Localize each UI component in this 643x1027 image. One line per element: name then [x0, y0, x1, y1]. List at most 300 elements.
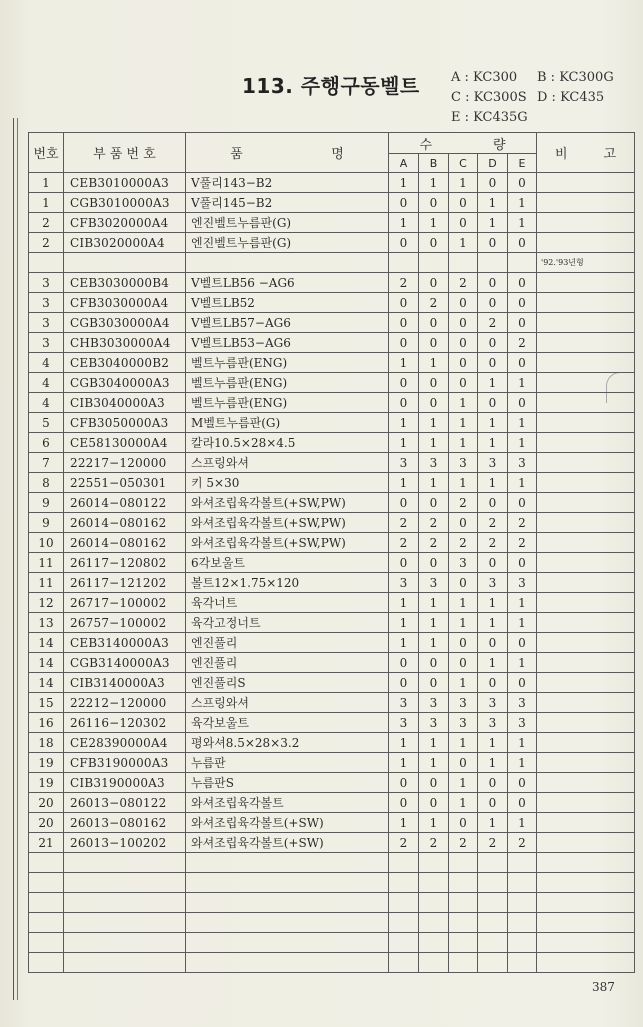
row-part-name: 엔진풀리: [186, 653, 389, 673]
row-qty-c: 1: [449, 733, 478, 753]
row-remark: [537, 173, 635, 193]
row-qty-a: 0: [389, 313, 419, 333]
row-qty-b: 3: [419, 693, 449, 713]
row-qty-d: 1: [478, 753, 508, 773]
row-qty-d: 0: [478, 353, 508, 373]
binding-line-inner: [17, 118, 18, 1000]
row-part-number: 26014−080122: [64, 493, 186, 513]
row-item-number: 15: [29, 693, 64, 713]
row-part-name: 엔진벨트누름판(G): [186, 233, 389, 253]
table-row: [29, 913, 635, 933]
row-qty-b: 1: [419, 473, 449, 493]
header-remark-left: 비: [554, 147, 568, 162]
row-remark: [537, 753, 635, 773]
row-qty-b: 0: [419, 793, 449, 813]
row-part-name: 육각고정너트: [186, 613, 389, 633]
row-remark: [537, 773, 635, 793]
row-part-name: V풀리143−B2: [186, 173, 389, 193]
row-qty-e: 1: [508, 733, 537, 753]
row-qty-b: 2: [419, 293, 449, 313]
row-qty-e: 0: [508, 393, 537, 413]
table-row: [29, 853, 635, 873]
row-item-number: [29, 933, 64, 953]
header-qty-left: 수: [419, 137, 433, 153]
row-qty-a: 3: [389, 453, 419, 473]
header-remark: [537, 133, 635, 173]
row-qty-e: 0: [508, 233, 537, 253]
row-qty-a: 1: [389, 433, 419, 453]
row-part-name: [186, 953, 389, 973]
row-qty-b: 0: [419, 493, 449, 513]
row-remark: [537, 233, 635, 253]
row-qty-a: [389, 873, 419, 893]
row-qty-a: 1: [389, 413, 419, 433]
row-item-number: 19: [29, 773, 64, 793]
row-qty-b: [419, 953, 449, 973]
row-item-number: 1: [29, 193, 64, 213]
row-item-number: 4: [29, 393, 64, 413]
row-qty-e: 1: [508, 473, 537, 493]
row-qty-c: 1: [449, 793, 478, 813]
row-item-number: 3: [29, 313, 64, 333]
row-qty-b: 0: [419, 313, 449, 333]
row-part-name: 평와셔8.5×28×3.2: [186, 733, 389, 753]
row-remark: [537, 333, 635, 353]
row-qty-c: 0: [449, 333, 478, 353]
row-qty-c: 0: [449, 193, 478, 213]
row-qty-a: 0: [389, 653, 419, 673]
row-part-name: 엔진풀리S: [186, 673, 389, 693]
row-qty-b: [419, 913, 449, 933]
row-qty-b: 1: [419, 353, 449, 373]
table-row: [29, 273, 635, 293]
row-qty-b: 1: [419, 173, 449, 193]
row-qty-e: 1: [508, 193, 537, 213]
row-qty-d: 1: [478, 193, 508, 213]
row-qty-c: 2: [449, 273, 478, 293]
row-qty-e: 0: [508, 353, 537, 373]
row-part-name: 육각너트: [186, 593, 389, 613]
row-qty-b: [419, 893, 449, 913]
header-qty-e: E: [508, 154, 537, 173]
row-qty-c: 2: [449, 533, 478, 553]
row-part-number: CFB3050000A3: [64, 413, 186, 433]
row-part-number: CE28390000A4: [64, 733, 186, 753]
row-qty-d: 1: [478, 593, 508, 613]
row-qty-e: 1: [508, 433, 537, 453]
table-row: [29, 313, 635, 333]
row-item-number: 13: [29, 613, 64, 633]
row-item-number: 20: [29, 793, 64, 813]
row-qty-c: 0: [449, 753, 478, 773]
row-part-number: [64, 953, 186, 973]
row-remark: [537, 713, 635, 733]
row-qty-c: 0: [449, 293, 478, 313]
row-qty-d: 0: [478, 273, 508, 293]
table-row: [29, 473, 635, 493]
row-qty-e: 1: [508, 593, 537, 613]
row-item-number: 14: [29, 633, 64, 653]
table-row: [29, 393, 635, 413]
table-row: [29, 933, 635, 953]
table-row: [29, 673, 635, 693]
row-qty-c: 2: [449, 833, 478, 853]
row-remark: [537, 473, 635, 493]
row-qty-c: 3: [449, 453, 478, 473]
row-remark: [537, 573, 635, 593]
row-item-number: 8: [29, 473, 64, 493]
row-part-name: V벨트LB53−AG6: [186, 333, 389, 353]
row-qty-c: [449, 953, 478, 973]
row-part-name: 스프링와셔: [186, 453, 389, 473]
row-qty-b: 2: [419, 833, 449, 853]
table-row: [29, 353, 635, 373]
parts-table: [28, 132, 635, 973]
row-qty-e: 0: [508, 673, 537, 693]
row-part-number: [64, 913, 186, 933]
row-qty-b: 1: [419, 593, 449, 613]
row-qty-a: [389, 953, 419, 973]
row-item-number: 4: [29, 353, 64, 373]
row-remark: [537, 453, 635, 473]
row-qty-d: 2: [478, 833, 508, 853]
row-part-number: CIB3040000A3: [64, 393, 186, 413]
row-qty-a: 0: [389, 293, 419, 313]
table-row: [29, 873, 635, 893]
row-qty-d: 1: [478, 473, 508, 493]
table-row: [29, 773, 635, 793]
row-qty-a: 1: [389, 353, 419, 373]
row-item-number: 7: [29, 453, 64, 473]
row-part-number: 26757−100002: [64, 613, 186, 633]
row-part-number: [64, 853, 186, 873]
row-qty-b: 0: [419, 373, 449, 393]
row-remark: [537, 313, 635, 333]
header-qty-c: C: [449, 154, 478, 173]
row-qty-a: 3: [389, 573, 419, 593]
row-qty-d: 0: [478, 233, 508, 253]
row-qty-c: [449, 853, 478, 873]
row-qty-a: 1: [389, 173, 419, 193]
table-row: [29, 953, 635, 973]
row-item-number: 16: [29, 713, 64, 733]
header-quantity: [389, 133, 537, 154]
row-qty-a: 0: [389, 333, 419, 353]
row-qty-a: 0: [389, 773, 419, 793]
row-qty-c: 0: [449, 573, 478, 593]
row-qty-d: 2: [478, 513, 508, 533]
row-item-number: 11: [29, 553, 64, 573]
row-qty-e: 0: [508, 493, 537, 513]
row-qty-d: 2: [478, 533, 508, 553]
row-qty-a: 2: [389, 513, 419, 533]
row-qty-d: 2: [478, 313, 508, 333]
row-part-number: 22551−050301: [64, 473, 186, 493]
row-qty-d: 3: [478, 573, 508, 593]
row-part-name: M벨트누름판(G): [186, 413, 389, 433]
row-qty-b: 2: [419, 533, 449, 553]
table-row: [29, 573, 635, 593]
row-part-number: 26014−080162: [64, 533, 186, 553]
row-qty-c: [449, 253, 478, 273]
table-row: [29, 733, 635, 753]
row-qty-a: [389, 913, 419, 933]
row-item-number: 11: [29, 573, 64, 593]
row-item-number: 10: [29, 533, 64, 553]
row-remark: [537, 493, 635, 513]
table-row: [29, 613, 635, 633]
row-qty-e: 3: [508, 693, 537, 713]
row-item-number: 12: [29, 593, 64, 613]
table-row: [29, 833, 635, 853]
header-name: [186, 133, 389, 173]
model-d-label: D : KC435: [537, 90, 605, 105]
row-qty-c: 0: [449, 813, 478, 833]
row-qty-a: [389, 893, 419, 913]
row-qty-d: 1: [478, 373, 508, 393]
row-part-number: CIB3190000A3: [64, 773, 186, 793]
row-remark: [537, 293, 635, 313]
row-part-name: [186, 913, 389, 933]
row-qty-e: 1: [508, 373, 537, 393]
row-part-number: CGB3030000A4: [64, 313, 186, 333]
row-item-number: 4: [29, 373, 64, 393]
row-part-name: 와셔조립육각볼트(+SW): [186, 813, 389, 833]
row-qty-b: 3: [419, 713, 449, 733]
table-row: [29, 633, 635, 653]
row-part-name: V벨트LB56 −AG6: [186, 273, 389, 293]
table-row: [29, 213, 635, 233]
row-qty-a: 0: [389, 233, 419, 253]
row-part-number: CEB3140000A3: [64, 633, 186, 653]
row-qty-e: 1: [508, 413, 537, 433]
table-row: [29, 253, 635, 273]
row-qty-e: 0: [508, 553, 537, 573]
row-remark: [537, 793, 635, 813]
row-qty-c: 1: [449, 613, 478, 633]
row-qty-b: 0: [419, 653, 449, 673]
model-b-label: B : KC300G: [537, 70, 614, 85]
row-part-number: [64, 873, 186, 893]
row-qty-b: [419, 933, 449, 953]
row-remark: [537, 213, 635, 233]
row-item-number: [29, 873, 64, 893]
row-item-number: 21: [29, 833, 64, 853]
row-part-name: 엔진벨트누름판(G): [186, 213, 389, 233]
row-item-number: 18: [29, 733, 64, 753]
row-qty-c: 0: [449, 313, 478, 333]
row-part-number: CGB3140000A3: [64, 653, 186, 673]
row-item-number: 9: [29, 513, 64, 533]
row-qty-c: 1: [449, 593, 478, 613]
row-remark: [537, 553, 635, 573]
row-qty-c: 3: [449, 713, 478, 733]
table-row: [29, 753, 635, 773]
row-qty-e: [508, 893, 537, 913]
row-part-name: 스프링와셔: [186, 693, 389, 713]
row-item-number: [29, 893, 64, 913]
row-remark: [537, 393, 635, 413]
row-part-number: 26013−080122: [64, 793, 186, 813]
row-item-number: 14: [29, 673, 64, 693]
row-part-number: CE58130000A4: [64, 433, 186, 453]
row-part-name: [186, 933, 389, 953]
row-qty-d: 0: [478, 333, 508, 353]
row-item-number: 3: [29, 273, 64, 293]
row-qty-d: [478, 873, 508, 893]
row-qty-a: 3: [389, 713, 419, 733]
row-item-number: 3: [29, 333, 64, 353]
row-part-name: 벨트누름판(ENG): [186, 353, 389, 373]
row-part-name: 육각보울트: [186, 713, 389, 733]
row-part-name: 벨트누름판(ENG): [186, 393, 389, 413]
row-qty-a: 0: [389, 493, 419, 513]
table-row: [29, 513, 635, 533]
row-qty-b: [419, 253, 449, 273]
row-qty-a: 1: [389, 753, 419, 773]
row-remark: [537, 693, 635, 713]
row-qty-a: 3: [389, 693, 419, 713]
row-part-number: CEB3030000B4: [64, 273, 186, 293]
table-row: [29, 233, 635, 253]
row-qty-d: 1: [478, 733, 508, 753]
table-row: [29, 413, 635, 433]
row-part-number: 22212−120000: [64, 693, 186, 713]
table-row: [29, 193, 635, 213]
table-row: [29, 653, 635, 673]
table-row: [29, 453, 635, 473]
row-part-name: 엔진풀리: [186, 633, 389, 653]
row-part-number: CEB3010000A3: [64, 173, 186, 193]
row-qty-e: 1: [508, 653, 537, 673]
row-qty-c: 1: [449, 433, 478, 453]
row-item-number: 2: [29, 233, 64, 253]
row-qty-d: 1: [478, 613, 508, 633]
header-qty-b: B: [419, 154, 449, 173]
row-item-number: [29, 253, 64, 273]
table-row: [29, 533, 635, 553]
row-remark: [537, 873, 635, 893]
row-qty-e: [508, 953, 537, 973]
row-remark: [537, 433, 635, 453]
row-remark: [537, 413, 635, 433]
row-qty-d: [478, 253, 508, 273]
row-qty-d: 1: [478, 653, 508, 673]
row-qty-a: 0: [389, 673, 419, 693]
row-qty-d: 0: [478, 493, 508, 513]
row-qty-a: 2: [389, 833, 419, 853]
row-part-name: [186, 253, 389, 273]
model-e-label: E : KC435G: [451, 110, 528, 125]
row-qty-e: [508, 933, 537, 953]
row-part-name: 볼트12×1.75×120: [186, 573, 389, 593]
row-qty-a: 1: [389, 813, 419, 833]
table-row: [29, 493, 635, 513]
row-qty-b: 2: [419, 513, 449, 533]
row-qty-e: 2: [508, 333, 537, 353]
row-qty-d: 1: [478, 213, 508, 233]
row-remark: [537, 853, 635, 873]
model-legend: [451, 68, 623, 128]
row-part-name: 와셔조립육각볼트: [186, 793, 389, 813]
row-part-number: CFB3190000A3: [64, 753, 186, 773]
row-qty-e: 1: [508, 613, 537, 633]
row-item-number: [29, 913, 64, 933]
row-item-number: 14: [29, 653, 64, 673]
row-qty-e: [508, 253, 537, 273]
row-part-name: [186, 853, 389, 873]
row-qty-a: 0: [389, 373, 419, 393]
row-qty-b: 1: [419, 613, 449, 633]
row-qty-b: 0: [419, 393, 449, 413]
row-qty-b: 1: [419, 213, 449, 233]
row-remark: [537, 613, 635, 633]
row-qty-b: 3: [419, 573, 449, 593]
row-remark: [537, 673, 635, 693]
row-item-number: 9: [29, 493, 64, 513]
row-qty-a: [389, 853, 419, 873]
model-a-label: A : KC300: [451, 70, 518, 85]
row-qty-b: 0: [419, 553, 449, 573]
row-item-number: 3: [29, 293, 64, 313]
row-qty-c: [449, 893, 478, 913]
row-item-number: 1: [29, 173, 64, 193]
row-qty-c: 1: [449, 773, 478, 793]
row-qty-e: 1: [508, 813, 537, 833]
table-row: [29, 433, 635, 453]
row-part-number: [64, 933, 186, 953]
row-qty-d: 0: [478, 773, 508, 793]
row-qty-e: 0: [508, 173, 537, 193]
table-row: [29, 593, 635, 613]
row-qty-b: 0: [419, 333, 449, 353]
row-qty-b: 1: [419, 633, 449, 653]
row-remark: [537, 733, 635, 753]
row-qty-e: [508, 873, 537, 893]
row-qty-e: 3: [508, 573, 537, 593]
row-qty-d: 0: [478, 393, 508, 413]
header-name-left: 품: [230, 147, 243, 162]
row-part-number: CEB3040000B2: [64, 353, 186, 373]
row-qty-e: [508, 913, 537, 933]
row-qty-a: 1: [389, 613, 419, 633]
row-qty-c: [449, 913, 478, 933]
row-qty-d: [478, 953, 508, 973]
row-qty-b: 1: [419, 413, 449, 433]
row-qty-c: 1: [449, 173, 478, 193]
table-row: [29, 893, 635, 913]
row-qty-b: 1: [419, 733, 449, 753]
row-qty-a: [389, 933, 419, 953]
row-part-number: 26117−121202: [64, 573, 186, 593]
row-remark: [537, 533, 635, 553]
row-qty-e: 0: [508, 273, 537, 293]
row-part-name: 누름판: [186, 753, 389, 773]
row-part-name: 와셔조립육각볼트(+SW,PW): [186, 533, 389, 553]
row-qty-c: 0: [449, 653, 478, 673]
row-qty-e: 2: [508, 533, 537, 553]
row-remark: [537, 593, 635, 613]
row-qty-a: 0: [389, 193, 419, 213]
row-qty-c: 1: [449, 233, 478, 253]
row-qty-b: 0: [419, 193, 449, 213]
table-row: [29, 793, 635, 813]
row-qty-a: 2: [389, 273, 419, 293]
row-qty-b: [419, 873, 449, 893]
row-part-number: 26014−080162: [64, 513, 186, 533]
row-qty-c: [449, 873, 478, 893]
row-remark: [537, 513, 635, 533]
